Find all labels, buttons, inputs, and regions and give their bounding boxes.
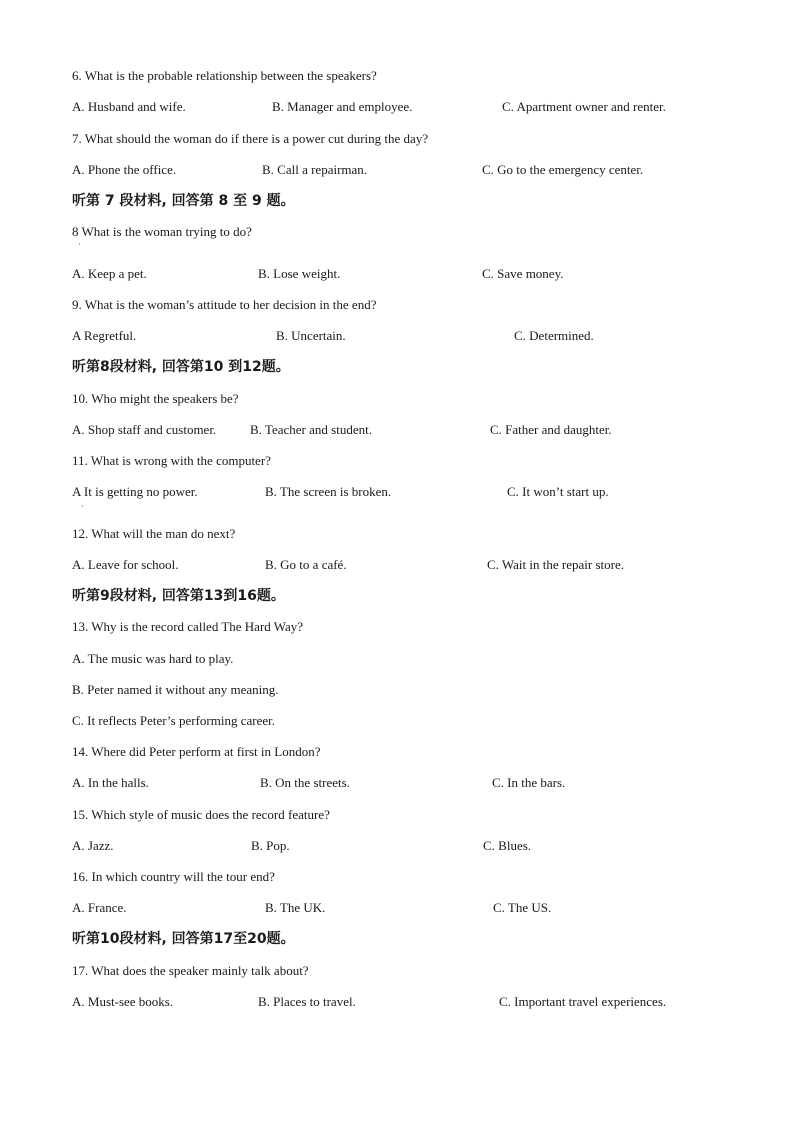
- q12-option-b: B. Go to a café.: [265, 557, 347, 572]
- section-header-8: 听第8段材料, 回答第10 到12题。: [72, 359, 290, 375]
- stray-mark: ·: [81, 501, 84, 511]
- q8-option-b: B. Lose weight.: [258, 266, 341, 281]
- q16-option-a: A. France.: [72, 900, 127, 915]
- question-7: 7. What should the woman do if there is a power cut during the day?: [72, 131, 429, 146]
- question-15: 15. Which style of music does the record feature?: [72, 807, 330, 822]
- q13-option-b: B. Peter named it without any meaning.: [72, 682, 279, 697]
- q8-option-c: C. Save money.: [482, 266, 564, 281]
- q14-option-c: C. In the bars.: [492, 775, 566, 790]
- q15-option-b: B. Pop.: [251, 838, 290, 853]
- q13-option-c: C. It reflects Peter’s performing career.: [72, 713, 275, 728]
- q7-option-b: B. Call a repairman.: [262, 162, 368, 177]
- q16-option-c: C. The US.: [493, 900, 552, 915]
- q12-option-a: A. Leave for school.: [72, 557, 179, 572]
- stray-mark: ·: [78, 239, 81, 249]
- q16-option-b: B. The UK.: [265, 900, 326, 915]
- q11-option-a: A It is getting no power.: [72, 484, 198, 499]
- q10-option-b: B. Teacher and student.: [250, 422, 372, 437]
- question-17: 17. What does the speaker mainly talk about?: [72, 963, 309, 978]
- q6-option-c: C. Apartment owner and renter.: [502, 99, 666, 114]
- question-11: 11. What is wrong with the computer?: [72, 453, 271, 468]
- q7-option-a: A. Phone the office.: [72, 162, 177, 177]
- q6-option-a: A. Husband and wife.: [72, 99, 186, 114]
- q17-option-a: A. Must-see books.: [72, 994, 174, 1009]
- q9-option-c: C. Determined.: [514, 328, 594, 343]
- q14-option-b: B. On the streets.: [260, 775, 350, 790]
- question-9: 9. What is the woman’s attitude to her decision in the end?: [72, 297, 377, 312]
- q17-option-b: B. Places to travel.: [258, 994, 356, 1009]
- q6-option-b: B. Manager and employee.: [272, 99, 413, 114]
- section-header-7: 听第 7 段材料, 回答第 8 至 9 题。: [72, 193, 295, 209]
- q9-option-a: A Regretful.: [72, 328, 137, 343]
- q12-option-c: C. Wait in the repair store.: [487, 557, 624, 572]
- question-10: 10. Who might the speakers be?: [72, 391, 239, 406]
- q11-option-c: C. It won’t start up.: [507, 484, 609, 499]
- question-12: 12. What will the man do next?: [72, 526, 236, 541]
- q15-option-a: A. Jazz.: [72, 838, 114, 853]
- question-14: 14. Where did Peter perform at first in London?: [72, 744, 321, 759]
- q13-option-a: A. The music was hard to play.: [72, 651, 234, 666]
- q15-option-c: C. Blues.: [483, 838, 532, 853]
- q10-option-a: A. Shop staff and customer.: [72, 422, 217, 437]
- q8-option-a: A. Keep a pet.: [72, 266, 147, 281]
- q7-option-c: C. Go to the emergency center.: [482, 162, 644, 177]
- q9-option-b: B. Uncertain.: [276, 328, 346, 343]
- q14-option-a: A. In the halls.: [72, 775, 149, 790]
- section-header-10: 听第10段材料, 回答第17至20题。: [72, 931, 295, 947]
- q17-option-c: C. Important travel experiences.: [499, 994, 667, 1009]
- q11-option-b: B. The screen is broken.: [265, 484, 392, 499]
- q10-option-c: C. Father and daughter.: [490, 422, 612, 437]
- question-16: 16. In which country will the tour end?: [72, 869, 275, 884]
- question-8: 8 What is the woman trying to do?: [72, 224, 252, 239]
- question-6: 6. What is the probable relationship between the speakers?: [72, 68, 377, 83]
- question-13: 13. Why is the record called The Hard Way?: [72, 619, 304, 634]
- section-header-9: 听第9段材料, 回答第13到16题。: [72, 588, 285, 604]
